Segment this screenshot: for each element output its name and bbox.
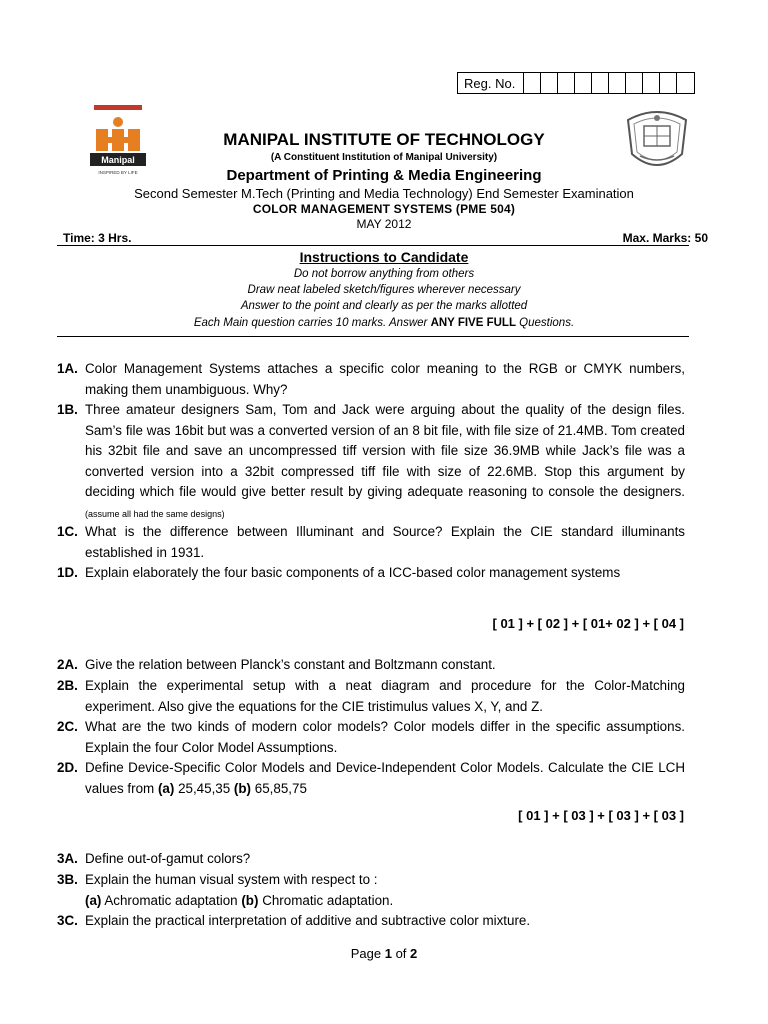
question-2a: 2A. Give the relation between Planck’s constant and Boltzmann constant. [57, 657, 496, 672]
reg-no-cell [558, 73, 575, 93]
instruction-line: Each Main question carries 10 marks. Answer ANY FIVE FULL Questions. [193, 317, 575, 329]
page-number: Page 1 of 2 [350, 946, 418, 961]
question-3b: 3B. Explain the human visual system with respect to : (a) Achromatic adaptation (b) Chromatic adaptation. [57, 872, 394, 908]
reg-no-cell [592, 73, 609, 93]
logo-text: Manipal [101, 155, 135, 165]
divider [57, 245, 689, 246]
reg-no-cell [643, 73, 660, 93]
question-1a: 1A. Color Management Systems attaches a specific color meaning to the RGB or CMYK numbers, making them unambiguous. Why? [57, 361, 685, 397]
reg-no-cell [541, 73, 558, 93]
reg-no-cell [626, 73, 643, 93]
reg-no-box [457, 72, 695, 94]
reg-no-cell [524, 73, 541, 93]
divider [57, 336, 689, 337]
question-1b: 1B. Three amateur designers Sam, Tom and Jack were arguing about the quality of the design files. Sam’s file was 16bit but was a converted version of an 8 bit file, with file size of 21.4MB. Tom created his 32bit file and save an uncompressed tiff version with file size 36.9MB while Jack’s file was a converted version into a 32bit compressed tiff file with size of 22.6MB. Stop this argument by deciding which file would give better result by giving adequate reasoning to console the designers. (assume all had the same designs) [57, 402, 685, 519]
question-3c: 3C. Explain the practical interpretation of additive and subtractive color mixture. [57, 913, 531, 928]
institute-subtitle: (A Constituent Institution of Manipal University) [270, 152, 498, 163]
course-name: COLOR MANAGEMENT SYSTEMS (PME 504) [252, 202, 516, 216]
max-marks: Max. Marks: 50 [622, 231, 708, 245]
exam-date: MAY 2012 [356, 217, 412, 231]
instruction-line: Do not borrow anything from others [293, 268, 475, 280]
marks-allocation: [ 01 ] + [ 03 ] + [ 03 ] + [ 03 ] [518, 808, 684, 823]
institute-name: MANIPAL INSTITUTE OF TECHNOLOGY [223, 130, 545, 149]
reg-no-cell [609, 73, 626, 93]
question-1c: 1C. What is the difference between Illuminant and Source? Explain the CIE standard illuminants established in 1931. [57, 524, 685, 560]
department-name: Department of Printing & Media Engineering [226, 167, 542, 184]
exam-duration: Time: 3 Hrs. [63, 231, 132, 245]
marks-allocation: [ 01 ] + [ 02 ] + [ 01+ 02 ] + [ 04 ] [492, 616, 684, 631]
instruction-line: Draw neat labeled sketch/figures wherever necessary [247, 284, 521, 296]
instruction-line: Answer to the point and clearly as per the marks allotted [240, 300, 528, 312]
question-1d: 1D. Explain elaborately the four basic components of a ICC-based color management systems [57, 565, 621, 580]
question-2c: 2C. What are the two kinds of modern color models? Color models differ in the specific assumptions. Explain the four Color Model Assumptions. [57, 719, 685, 755]
question-3a: 3A. Define out-of-gamut colors? [57, 851, 251, 866]
exam-name: Second Semester M.Tech (Printing and Media Technology) End Semester Examination [134, 186, 634, 201]
question-2b: 2B. Explain the experimental setup with a neat diagram and procedure for the Color-Matching experiment. Also give the equations for the CIE tristimulus values X, Y, and Z. [57, 678, 685, 714]
logo-tagline: INSPIRED BY LIFE [98, 170, 138, 175]
question-2d: 2D. Define Device-Specific Color Models and Device-Independent Color Models. Calculate the CIE LCH values from (a) 25,45,35 (b) 65,85,75 [57, 760, 685, 796]
reg-no-cell [677, 73, 694, 93]
instructions-title: Instructions to Candidate [299, 249, 469, 265]
reg-no-cell [660, 73, 677, 93]
reg-no-cell [575, 73, 592, 93]
reg-no-label: Reg. No. [458, 73, 524, 93]
